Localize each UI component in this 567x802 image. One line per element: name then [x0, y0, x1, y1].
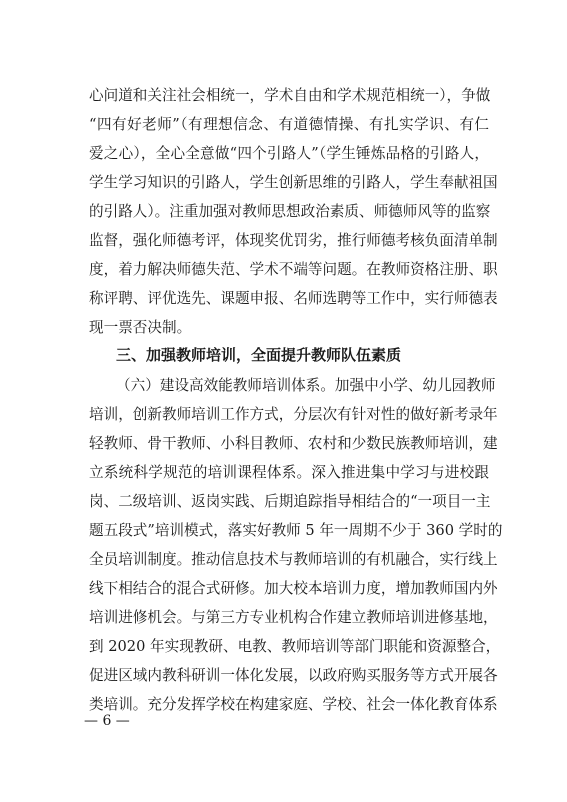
body-text-line: 度，着力解决师德失范、学术不端等问题。在教师资格注册、职: [89, 261, 498, 278]
body-text-line: 全员培训制度。推动信息技术与教师培训的有机融合，实行线上: [89, 551, 498, 568]
body-text-line: 现一票否决制。: [89, 319, 192, 336]
body-text-line: 轻教师、骨干教师、小科目教师、农村和少数民族教师培训，建: [89, 435, 498, 452]
body-text-line: 培训进修机会。与第三方专业机构合作建立教师培训进修基地，: [89, 609, 498, 626]
body-text-line: “四有好老师”（有理想信念、有道德情操、有扎实学识、有仁: [89, 116, 489, 133]
body-text-line: 促进区域内教科研训一体化发展，以政府购买服务等方式开展各: [89, 667, 498, 684]
body-text-line: 称评聘、评优选先、课题申报、名师选聘等工作中，实行师德表: [89, 290, 498, 307]
body-text-line: 线下相结合的混合式研修。加大校本培训力度，增加教师国内外: [89, 580, 498, 597]
body-text-line: 题五段式”培训模式，落实好教师 5 年一周期不少于 360 学时的: [89, 522, 503, 539]
section-heading: 三、加强教师培训，全面提升教师队伍素质: [116, 346, 402, 364]
body-text-line: 心问道和关注社会相统一，学术自由和学术规范相统一），争做: [89, 87, 491, 104]
body-text-line: 爱之心），全心全意做“四个引路人”（学生锤炼品格的引路人，: [89, 145, 489, 162]
body-text-line: 培训，创新教师培训工作方式，分层次有针对性的做好新考录年: [89, 406, 498, 423]
body-text-line: 到 2020 年实现教研、电教、教师培训等部门职能和资源整合，: [89, 638, 501, 655]
body-text-line: 监督，强化师德考评，体现奖优罚劣，推行师德考核负面清单制: [89, 232, 498, 249]
body-text-line: 岗、二级培训、返岗实践、后期追踪指导相结合的“一项目一主: [89, 493, 491, 510]
body-text-line: （六）建设高效能教师培训体系。加强中小学、幼儿园教师: [116, 377, 496, 394]
body-text-line: 类培训。充分发挥学校在构建家庭、学校、社会一体化教育体系: [89, 696, 498, 713]
body-text-line: 的引路人）。注重加强对教师思想政治素质、师德师风等的监察: [89, 203, 491, 220]
body-text-line: 立系统科学规范的培训课程体系。深入推进集中学习与进校跟: [89, 464, 489, 481]
body-text-line: 学生学习知识的引路人，学生创新思维的引路人，学生奉献祖国: [89, 174, 498, 191]
page-number: — 6 —: [84, 713, 130, 729]
